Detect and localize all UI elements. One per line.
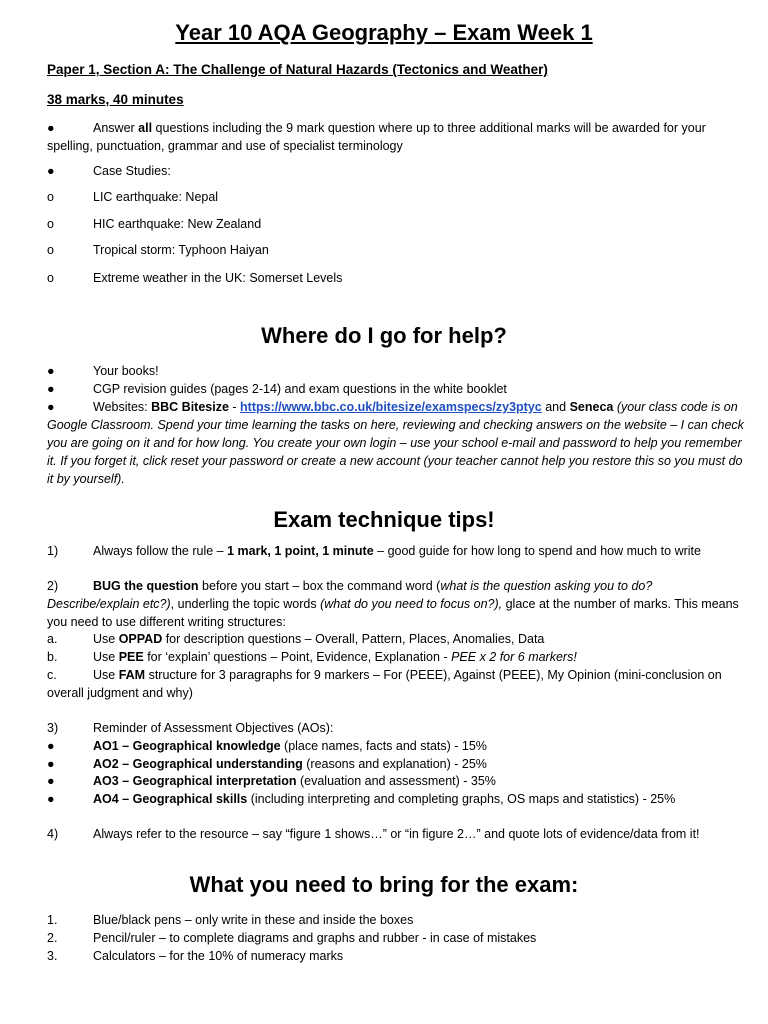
structure-a: a. Use OPPAD for description questions – Overall, Pattern, Places, Anomalies, Data: [47, 632, 545, 646]
bullet-marker: ●: [47, 739, 55, 753]
list-item: ● Your books!: [47, 364, 159, 378]
bbc-bitesize-link[interactable]: https://www.bbc.co.uk/bitesize/examspecs/zy3ptyc: [240, 400, 542, 414]
bullet-marker: ●: [47, 364, 55, 378]
case-studies-label: ● Case Studies:: [47, 164, 171, 178]
list-item: o LIC earthquake: Nepal: [47, 190, 219, 204]
list-item: 2. Pencil/ruler – to complete diagrams and graphs and rubber - in case of mistakes: [47, 931, 537, 945]
marks-heading: 38 marks, 40 minutes: [47, 92, 184, 107]
paper-heading: Paper 1, Section A: The Challenge of Natural Hazards (Tectonics and Weather): [47, 62, 548, 77]
list-item: 3. Calculators – for the 10% of numeracy marks: [47, 949, 344, 963]
ao-item: ● AO4 – Geographical skills (including interpreting and completing graphs, OS maps and statistics) - 25%: [47, 792, 676, 806]
tips-heading: Exam technique tips!: [273, 507, 495, 532]
bullet-marker: ●: [47, 400, 55, 414]
structure-c: c. Use FAM structure for 3 paragraphs for 9 markers – For (PEEE), Against (PEEE), My Opinion (mini-conclusion on overall judgment and why): [47, 668, 722, 700]
bring-heading: What you need to bring for the exam:: [189, 872, 579, 897]
instructions-bullet: ● Answer all questions including the 9 mark question where up to three additional marks will be awarded for your spelling, punctuation, grammar and use of specialist terminology: [47, 121, 706, 153]
page-title: Year 10 AQA Geography – Exam Week 1: [175, 20, 593, 45]
bullet-marker: ●: [47, 774, 55, 788]
list-item: o Tropical storm: Typhoon Haiyan: [47, 243, 269, 257]
list-item: ● CGP revision guides (pages 2-14) and exam questions in the white booklet: [47, 382, 507, 396]
help-heading: Where do I go for help?: [261, 323, 507, 348]
tip-4: 4) Always refer to the resource – say “figure 1 shows…” or “in figure 2…” and quote lots of evidence/data from it!: [47, 827, 700, 841]
structure-b: b. Use PEE for ‘explain’ questions – Point, Evidence, Explanation - PEE x 2 for 6 markers!: [47, 650, 577, 664]
list-item: 1. Blue/black pens – only write in these and inside the boxes: [47, 913, 414, 927]
bullet-marker: ●: [47, 164, 55, 178]
bullet-marker: ●: [47, 382, 55, 396]
tip-1: 1) Always follow the rule – 1 mark, 1 point, 1 minute – good guide for how long to spend and how much to write: [47, 544, 701, 558]
websites-item: ● Websites: BBC Bitesize - https://www.bbc.co.uk/bitesize/examspecs/zy3ptyc and Seneca (your class code is on Google Classroom. Spend your time learning the tasks on here, reviewing and checking answers on the website – I can check you are going on it and for how long. You create your own login – use your school e-mail and password to help you remember it. If you forget it, click reset your password or create a new account (your teacher cannot help you restore this so you must do it by yourself).: [47, 400, 744, 486]
circle-marker: o: [47, 217, 54, 231]
circle-marker: o: [47, 243, 54, 257]
list-item: o Extreme weather in the UK: Somerset Levels: [47, 271, 343, 285]
circle-marker: o: [47, 271, 54, 285]
tip-2: 2) BUG the question before you start – box the command word (what is the question asking you to do? Describe/explain etc?), underling the topic words (what do you need to focus on?), glace at the number of marks. This means you need to use different writing structures:: [47, 579, 739, 629]
tip-3: 3) Reminder of Assessment Objectives (AOs):: [47, 721, 334, 735]
ao-item: ● AO3 – Geographical interpretation (evaluation and assessment) - 35%: [47, 774, 496, 788]
circle-marker: o: [47, 190, 54, 204]
bullet-marker: ●: [47, 757, 55, 771]
ao-item: ● AO1 – Geographical knowledge (place names, facts and stats) - 15%: [47, 739, 487, 753]
bullet-marker: ●: [47, 792, 55, 806]
ao-item: ● AO2 – Geographical understanding (reasons and explanation) - 25%: [47, 757, 487, 771]
bullet-marker: ●: [47, 121, 55, 135]
list-item: o HIC earthquake: New Zealand: [47, 217, 262, 231]
